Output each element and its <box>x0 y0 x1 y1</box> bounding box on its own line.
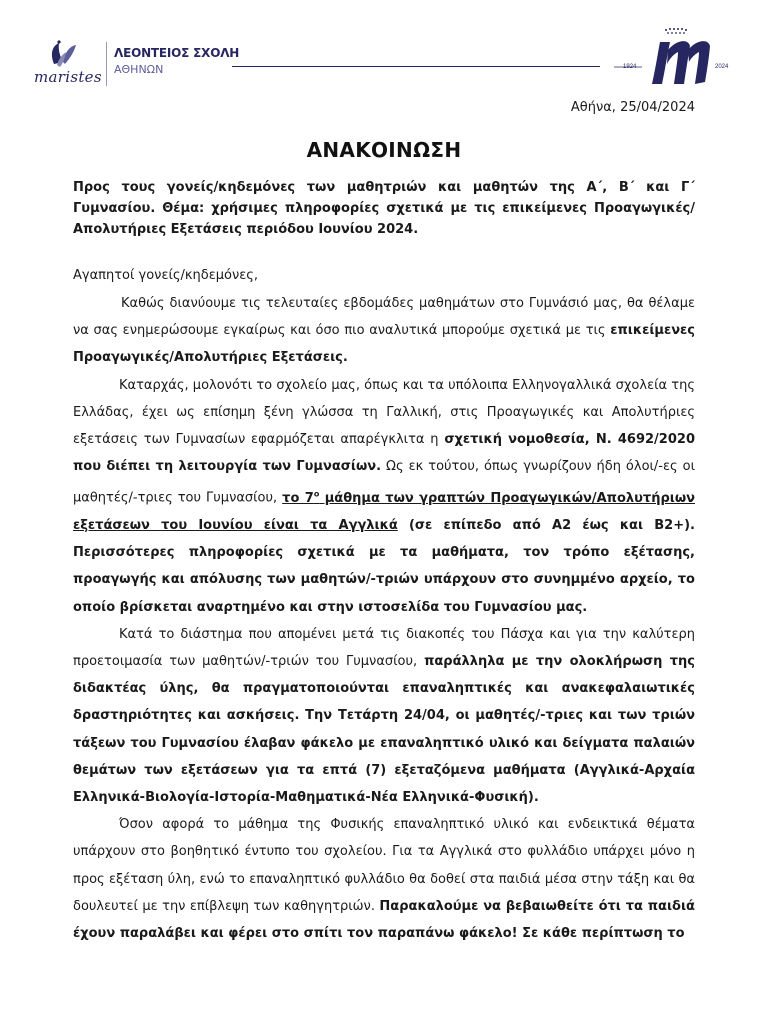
paragraph-3 <box>73 621 695 811</box>
anniversary-year-end: 2024 <box>715 64 729 70</box>
maristes-wordmark: maristes <box>34 68 102 86</box>
school-logo <box>32 38 240 92</box>
paragraph-1-text: Καθώς διανύουμε τις τελευταίες εβδομάδες μαθημάτων στο Γυμνάσιό μας, θα θέλαμε να σας ενημερώσουμε εγκαίρως και όσο πιο αναλυτικά μπορούμε σχετικά με τις <box>73 296 695 339</box>
document-title: ΑΝΑΚΟΙΝΩΣΗ <box>306 138 462 162</box>
paragraph-3-bold: παράλληλα με την ολοκλήρωση της διδακτέας ύλης, θα πραγματοποιούνται επαναληπτικές και ανακεφαλαιωτικές δραστηριότητες και ασκήσεις. Την Τετάρτη 24/04, οι μαθητές/-τριες και των τριών τάξεων του Γυμνασίου έλαβαν φάκελο με επαναληπτικό υλικό και δείγματα παλαιών θεμάτων των εξετάσεων για τα επτά (7) εξεταζόμενα μαθήματα (Αγγλικά-Αρχαία Ελληνικά-Βιολογία-Ιστορία-Μαθηματικά-Νέα Ελληνικά-Φυσική). <box>73 653 695 805</box>
school-city: ΑΘΗΝΩΝ <box>114 63 164 76</box>
underlined-part-a: το 7 <box>282 490 314 506</box>
paragraph-2-text-a: Καταρχάς, μολονότι το σχολείο μας, όπως και τα υπόλοιπα Ελληνογαλλικά σχολεία της Ελλάδας, έχει ως επίσημη ξένη γλώσσα τη Γαλλική, στις Προαγωγικές και Απολυτήριες εξετάσεις των Γυμνασίων εφαρμόζεται απαρέγκλιτα η <box>73 377 695 448</box>
school-name: ΛΕΟΝΤΕΙΟΣ ΣΧΟΛΗ <box>114 46 240 60</box>
anniversary-year-start: 1924 <box>623 64 637 70</box>
paragraph-4-text: Όσον αφορά το μάθημα της Φυσικής επαναληπτικό υλικό και ενδεικτικά θέματα υπάρχουν στο βοηθητικό έντυπο του σχολείου. Για τα Αγγλικά στο φυλλάδιο υπάρχει μόνο η προς εξέταση ύλη, ενώ το επαναληπτικό φυλλάδιο θα δοθεί στα παιδιά μέσα στην τάξη και θα δουλευτεί με την επίβλεψη των καθηγητριών. <box>73 817 695 914</box>
logo-divider <box>106 42 107 86</box>
paragraph-2-text-b: Ως εκ τούτου, όπως γνωρίζουν ήδη όλοι/-ες οι μαθητές/-τριες του Γυμνασίου, <box>73 459 695 506</box>
intro-block <box>73 177 695 240</box>
paragraph-1-bold: επικείμενες Προαγωγικές/Απολυτήριες Εξετάσεις. <box>73 323 695 366</box>
paragraph-4-bold: Παρακαλούμε να βεβαιωθείτε ότι τα παιδιά έχουν παραλάβει και φέρει στο σπίτι τον παραπάνω φάκελο! Σε κάθε περίπτωση το <box>73 898 695 941</box>
date-line: Αθήνα, 25/04/2024 <box>570 100 695 115</box>
ordinal-superscript: ο <box>313 489 320 499</box>
subject-line: Θέμα: χρήσιμες πληροφορίες σχετικά με τις επικείμενες Προαγωγικές/Απολυτήριες Εξετάσεις περιόδου Ιουνίου 2024. <box>73 201 696 237</box>
centenary-m-icon <box>612 24 740 90</box>
announcement-body <box>73 177 695 947</box>
header-rule <box>232 66 600 67</box>
paragraph-3-text: Κατά το διάστημα που απομένει μετά τις διακοπές του Πάσχα και για την καλύτερη προετοιμασία των μαθητών/-τριών του Γυμνασίου, <box>73 626 695 669</box>
anniversary-logo <box>612 24 740 90</box>
paragraph-4 <box>73 811 695 947</box>
paragraph-2 <box>73 372 695 621</box>
paragraph-1 <box>73 290 695 372</box>
underlined-part-b: μάθημα των γραπτών Προαγωγικών/Απολυτήριων εξετάσεων του Ιουνίου είναι τα Αγγλικά <box>73 490 695 533</box>
recipients-line: Προς τους γονείς/κηδεμόνες των μαθητριών και μαθητών της Α΄, Β΄ και Γ΄ Γυμνασίου. <box>73 180 695 216</box>
paragraph-2-law-bold: σχετική νομοθεσία, Ν. 4692/2020 που διέπει τη λειτουργία των Γυμνασίων. <box>73 432 695 475</box>
greeting: Αγαπητοί γονείς/κηδεμόνες, <box>73 268 259 283</box>
paragraph-2-bold-tail: (σε επίπεδο από Α2 έως και Β2+). Περισσότερες πληροφορίες σχετικά με τα μαθήματα, τον τρόπο εξέτασης, προαγωγής και απόλυσης των μαθητών/-τριών υπάρχουν στο συνημμένο αρχείο, το οποίο βρίσκεται αναρτημένο και στην ιστοσελίδα του Γυμνασίου μας. <box>73 517 695 615</box>
